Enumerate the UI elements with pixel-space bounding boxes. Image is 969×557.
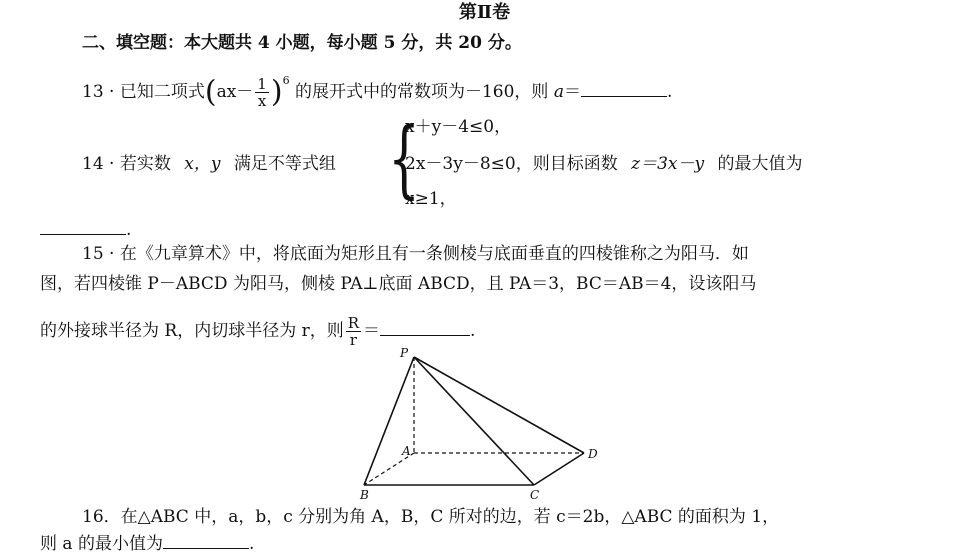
label-P: P xyxy=(400,346,409,360)
edge-PC xyxy=(414,357,534,485)
q13-fraction xyxy=(255,76,269,109)
page-title: 第Ⅱ卷 xyxy=(458,2,511,23)
q14-tail: 的最大值为 xyxy=(717,154,803,174)
q15-line2: 图，若四棱锥 P－ABCD 为阳马，侧棱 PA⊥底面 ABCD，且 PA＝3，BC＝AB＝4，设该阳马 xyxy=(40,274,757,294)
q14-target: z＝3x－y xyxy=(631,154,705,174)
q15-line3 xyxy=(40,315,475,348)
q15-line1: 15 · 在《九章算术》中，将底面为矩形且有一条侧棱与底面垂直的四棱锥称之为阳马．如 xyxy=(82,244,749,264)
label-A: A xyxy=(402,444,411,458)
q14-cond1: x＋y－4≤0， xyxy=(405,117,512,137)
q15-line3-a: 的外接球半径为 R，内切球半径为 r，则 xyxy=(40,321,344,341)
q16-end: . xyxy=(248,534,255,554)
q13-prefix: 13 · 已知二项式 xyxy=(82,82,205,102)
section-heading: 二、填空题：本大题共 4 小题，每小题 5 分，共 20 分。 xyxy=(82,33,522,53)
q14-end: . xyxy=(126,220,132,240)
label-D: D xyxy=(588,447,598,461)
q13-frac-num: 1 xyxy=(257,75,267,93)
q13-suffix: 的展开式中的常数项为－160，则 xyxy=(294,82,549,102)
question-13: 13 · 已知二项式(ax－ $\frac{1}{x}$ )$^6$ 的展开式中的常数项为－160，则 a＝ . xyxy=(82,74,673,110)
edge-CD xyxy=(534,453,584,485)
q15-end: . xyxy=(470,321,476,341)
edge-PD xyxy=(414,357,584,453)
label-B: B xyxy=(360,488,369,502)
q13-answer-blank[interactable] xyxy=(581,80,667,97)
q13-exponent: 6 xyxy=(282,74,290,88)
q13-var: a xyxy=(553,82,564,102)
q13-ax: ax－ xyxy=(216,82,254,102)
q15-frac-num: R xyxy=(347,314,360,332)
question-14 xyxy=(82,153,336,175)
edge-PB xyxy=(364,357,414,485)
q14-answer-blank[interactable] xyxy=(40,218,126,235)
q16-line2-a: 则 a 的最小值为 xyxy=(40,534,163,554)
q15-line3-b: ＝ xyxy=(363,321,381,341)
q13-eq: ＝ xyxy=(563,82,581,102)
q16-answer-blank[interactable] xyxy=(163,532,249,549)
q14-brace: { xyxy=(388,109,421,207)
q15-answer-blank[interactable] xyxy=(380,319,470,336)
q14-vars: x，y xyxy=(184,154,221,174)
q16-line2 xyxy=(40,532,254,555)
q15-frac-den: r xyxy=(349,331,357,349)
q14-prefix: 14 · 若实数 xyxy=(82,154,171,174)
label-C: C xyxy=(530,488,540,502)
q14-mid: 满足不等式组 xyxy=(233,154,336,174)
q14-cond2-line xyxy=(405,153,802,175)
q13-frac-den: x xyxy=(257,92,267,110)
q14-cond2: 2x－3y－8≤0，则目标函数 xyxy=(405,154,618,174)
q13-end: . xyxy=(666,82,673,102)
q14-cond3: x≥1， xyxy=(405,189,457,209)
q15-fraction xyxy=(346,315,361,348)
pyramid-figure xyxy=(350,345,610,505)
q16-line1: 16．在△ABC 中，a，b，c 分别为角 A，B，C 所对的边，若 c＝2b，△ABC 的面积为 1， xyxy=(82,507,780,527)
q14-answer-line xyxy=(40,218,131,241)
